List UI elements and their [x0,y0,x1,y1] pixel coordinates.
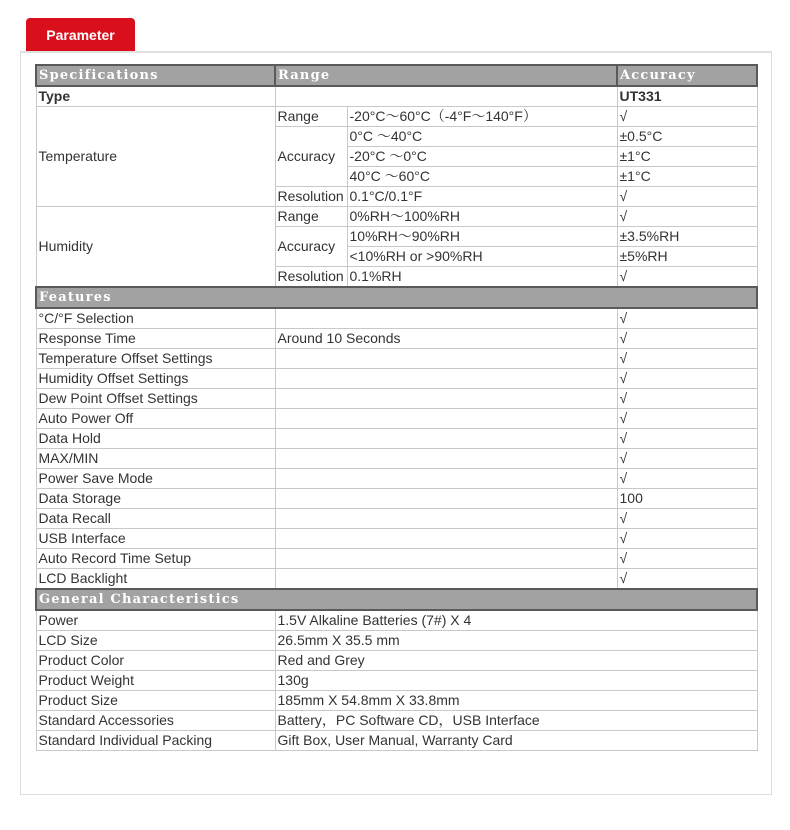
humidity-resolution-label: Resolution [275,267,347,288]
feature-name: Temperature Offset Settings [36,349,275,369]
feature-range [275,549,617,569]
feature-row [36,489,757,509]
feature-acc: 100 [617,489,757,509]
temperature-accuracy-range: 0°C ～40°C [347,127,617,147]
type-range-empty [275,86,617,107]
general-name: Standard Individual Packing [36,731,275,751]
general-name: Product Weight [36,671,275,691]
general-value: 130g [275,671,757,691]
feature-acc: √ [617,409,757,429]
feature-acc: √ [617,389,757,409]
feature-acc: √ [617,349,757,369]
humidity-accuracy-range: <10%RH or >90%RH [347,247,617,267]
general-value: 185mm X 54.8mm X 33.8mm [275,691,757,711]
header-accuracy: Accuracy [617,65,757,86]
feature-acc: √ [617,449,757,469]
feature-range [275,389,617,409]
general-name: Product Color [36,651,275,671]
general-row [36,610,757,631]
feature-name: °C/°F Selection [36,308,275,329]
general-name: Product Size [36,691,275,711]
feature-row [36,409,757,429]
general-value: 1.5V Alkaline Batteries (7#) X 4 [275,610,757,631]
humidity-range-row [36,207,757,227]
general-value: 26.5mm X 35.5 mm [275,631,757,651]
general-value: Gift Box, User Manual, Warranty Card [275,731,757,751]
humidity-label: Humidity [36,207,275,288]
header-specifications: Specifications [36,65,275,86]
humidity-resolution-acc: √ [617,267,757,288]
humidity-resolution-value: 0.1%RH [347,267,617,288]
temperature-range-row [36,107,757,127]
feature-name: Dew Point Offset Settings [36,389,275,409]
temperature-accuracy-range: -20°C ～0°C [347,147,617,167]
feature-range [275,429,617,449]
temperature-label: Temperature [36,107,275,207]
feature-acc: √ [617,549,757,569]
general-title: General Characteristics [36,589,757,610]
general-name: LCD Size [36,631,275,651]
features-header-row [36,287,757,308]
feature-range [275,349,617,369]
feature-row [36,509,757,529]
spec-table [35,64,758,751]
temperature-accuracy-range: 40°C ～60°C [347,167,617,187]
feature-name: Humidity Offset Settings [36,369,275,389]
feature-acc: √ [617,469,757,489]
temperature-resolution-value: 0.1°C/0.1°F [347,187,617,207]
general-row [36,671,757,691]
feature-row [36,369,757,389]
feature-name: Power Save Mode [36,469,275,489]
feature-row [36,308,757,329]
general-header-row [36,589,757,610]
type-model: UT331 [617,86,757,107]
temperature-range-label: Range [275,107,347,127]
feature-row [36,329,757,349]
temperature-accuracy-value: ±0.5°C [617,127,757,147]
feature-row [36,389,757,409]
header-range: Range [275,65,617,86]
feature-range [275,369,617,389]
type-label: Type [36,86,275,107]
feature-name: Data Hold [36,429,275,449]
type-row [36,86,757,107]
feature-row [36,529,757,549]
feature-row [36,569,757,590]
feature-range [275,449,617,469]
feature-range [275,569,617,590]
feature-name: Response Time [36,329,275,349]
feature-name: Auto Record Time Setup [36,549,275,569]
feature-acc: √ [617,369,757,389]
general-name: Power [36,610,275,631]
humidity-accuracy-label: Accuracy [275,227,347,267]
humidity-range-value: 0%RH～100%RH [347,207,617,227]
feature-acc: √ [617,529,757,549]
humidity-accuracy-value: ±5%RH [617,247,757,267]
temperature-resolution-acc: √ [617,187,757,207]
temperature-accuracy-label: Accuracy [275,127,347,187]
feature-row [36,349,757,369]
feature-range [275,469,617,489]
feature-range [275,509,617,529]
feature-acc: √ [617,569,757,590]
features-title: Features [36,287,757,308]
general-row [36,711,757,731]
feature-range [275,409,617,429]
feature-row [36,549,757,569]
feature-row [36,469,757,489]
feature-range [275,529,617,549]
general-row [36,731,757,751]
general-value: Red and Grey [275,651,757,671]
feature-range [275,489,617,509]
temperature-range-acc: √ [617,107,757,127]
humidity-range-label: Range [275,207,347,227]
feature-range: Around 10 Seconds [275,329,617,349]
humidity-range-acc: √ [617,207,757,227]
feature-acc: √ [617,308,757,329]
feature-row [36,449,757,469]
temperature-range-value: -20°C～60°C（-4°F～140°F） [347,107,617,127]
feature-acc: √ [617,329,757,349]
feature-acc: √ [617,429,757,449]
feature-name: Data Storage [36,489,275,509]
feature-name: USB Interface [36,529,275,549]
temperature-resolution-label: Resolution [275,187,347,207]
spec-header-row [36,65,757,86]
humidity-accuracy-value: ±3.5%RH [617,227,757,247]
temperature-accuracy-value: ±1°C [617,167,757,187]
tab-parameter[interactable]: Parameter [26,18,135,52]
general-value: Battery，PC Software CD，USB Interface [275,711,757,731]
feature-name: Auto Power Off [36,409,275,429]
feature-range [275,308,617,329]
feature-acc: √ [617,509,757,529]
feature-name: Data Recall [36,509,275,529]
humidity-accuracy-range: 10%RH～90%RH [347,227,617,247]
feature-name: MAX/MIN [36,449,275,469]
general-row [36,631,757,651]
general-row [36,651,757,671]
temperature-accuracy-value: ±1°C [617,147,757,167]
general-name: Standard Accessories [36,711,275,731]
feature-row [36,429,757,449]
feature-name: LCD Backlight [36,569,275,590]
general-row [36,691,757,711]
